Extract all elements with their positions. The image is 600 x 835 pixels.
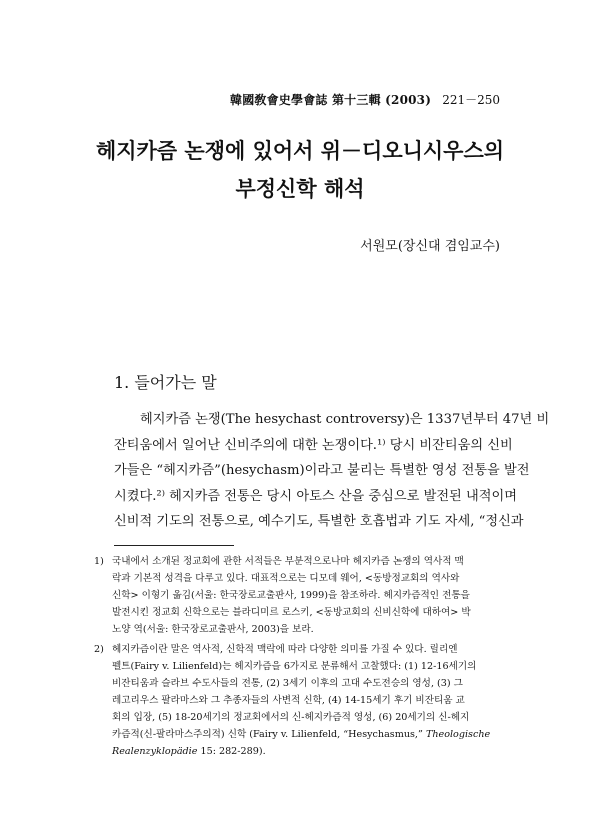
citation-title: Realenzyklopädie [112, 746, 198, 757]
title-line-2: 부정신학 해석 [235, 177, 365, 201]
body-line: 헤지카즘 논쟁(The hesychast controversy)은 1337년부터 47년 비 [140, 412, 550, 427]
footnote-2 [94, 641, 504, 760]
body-paragraph [114, 407, 550, 535]
paper-title [0, 132, 600, 208]
footnote-line: 발전시킨 정교회 신학으로는 블라디미르 로스키, <동방교회의 신비신학에 대하여> 박 [112, 607, 471, 618]
footnote-number: 2) [94, 644, 104, 655]
footnote-line: 락과 기본적 성격을 다루고 있다. 대표적으로는 디모데 웨어, <동방정교회의 역사와 [112, 573, 460, 584]
body-line: 시켰다.²⁾ 헤지카즘 전통은 당시 아토스 산을 중심으로 발전된 내적이며 [114, 488, 517, 504]
footnote-line: 신학> 이형기 옮김(서울: 한국장로교출판사, 1999)을 참조하라. 헤지카즘적인 전통을 [112, 590, 470, 601]
footnote-line: 헤지카즘이란 말은 역사적, 신학적 맥락에 따라 다양한 의미를 가질 수 있다. 릴리엔 [112, 644, 458, 655]
section-heading: 1. 들어가는 말 [114, 373, 217, 392]
author-affiliation: 서원모(장신대 겸임교수) [360, 239, 500, 254]
footnote-line: 비잔티움과 슬라브 수도사들의 전통, (2) 3세기 이후의 고대 수도전승의 영성, (3) 그 [112, 678, 463, 689]
footnotes [94, 553, 504, 763]
body-line: 가들은 “헤지카즘”(hesychasm)이라고 불리는 특별한 영성 전통을 발전 [114, 463, 530, 478]
footnote-line [94, 726, 504, 743]
citation-text: 15: 282-289). [197, 746, 266, 757]
journal-name: 韓國敎會史學會誌 第十三輯 (2003) [230, 93, 432, 107]
citation-text: 카즘적(신-팔라마스주의적) 신학 (Fairy v. Lilienfeld, “Hesychasmus,” [112, 729, 426, 740]
citation-title: Theologische [425, 729, 491, 740]
footnote-line: 국내에서 소개된 정교회에 관한 서적들은 부분적으로나마 헤지카즘 논쟁의 역사적 맥 [112, 556, 464, 567]
footnote-line: 회의 입장, (5) 18-20세기의 정교회에서의 신-헤지카즘적 영성, (6) 20세기의 신-헤지 [112, 712, 470, 723]
footnote-line: 레고리우스 팔라마스와 그 추종자들의 사변적 신학, (4) 14-15세기 후기 비잔티움 교 [112, 695, 465, 706]
footnote-line [94, 743, 504, 760]
footnote-separator [114, 545, 234, 546]
footnote-1 [94, 553, 504, 638]
running-header [230, 91, 500, 108]
body-line: 신비적 기도의 전통으로, 예수기도, 특별한 호흡법과 기도 자세, “정신과 [114, 514, 524, 529]
footnote-line: 펠트(Fairy v. Lilienfeld)는 헤지카즘을 6가지로 분류해서 고찰했다: (1) 12-16세기의 [112, 661, 477, 672]
body-line: 잔티움에서 일어난 신비주의에 대한 논쟁이다.¹⁾ 당시 비잔티움의 신비 [114, 437, 513, 453]
page-range: 221－250 [442, 93, 500, 107]
footnote-line: 노양 역(서울: 한국장로교출판사, 2003)을 보라. [112, 624, 314, 635]
title-line-1: 헤지카즘 논쟁에 있어서 위－디오니시우스의 [95, 139, 505, 163]
footnote-number: 1) [94, 556, 104, 567]
